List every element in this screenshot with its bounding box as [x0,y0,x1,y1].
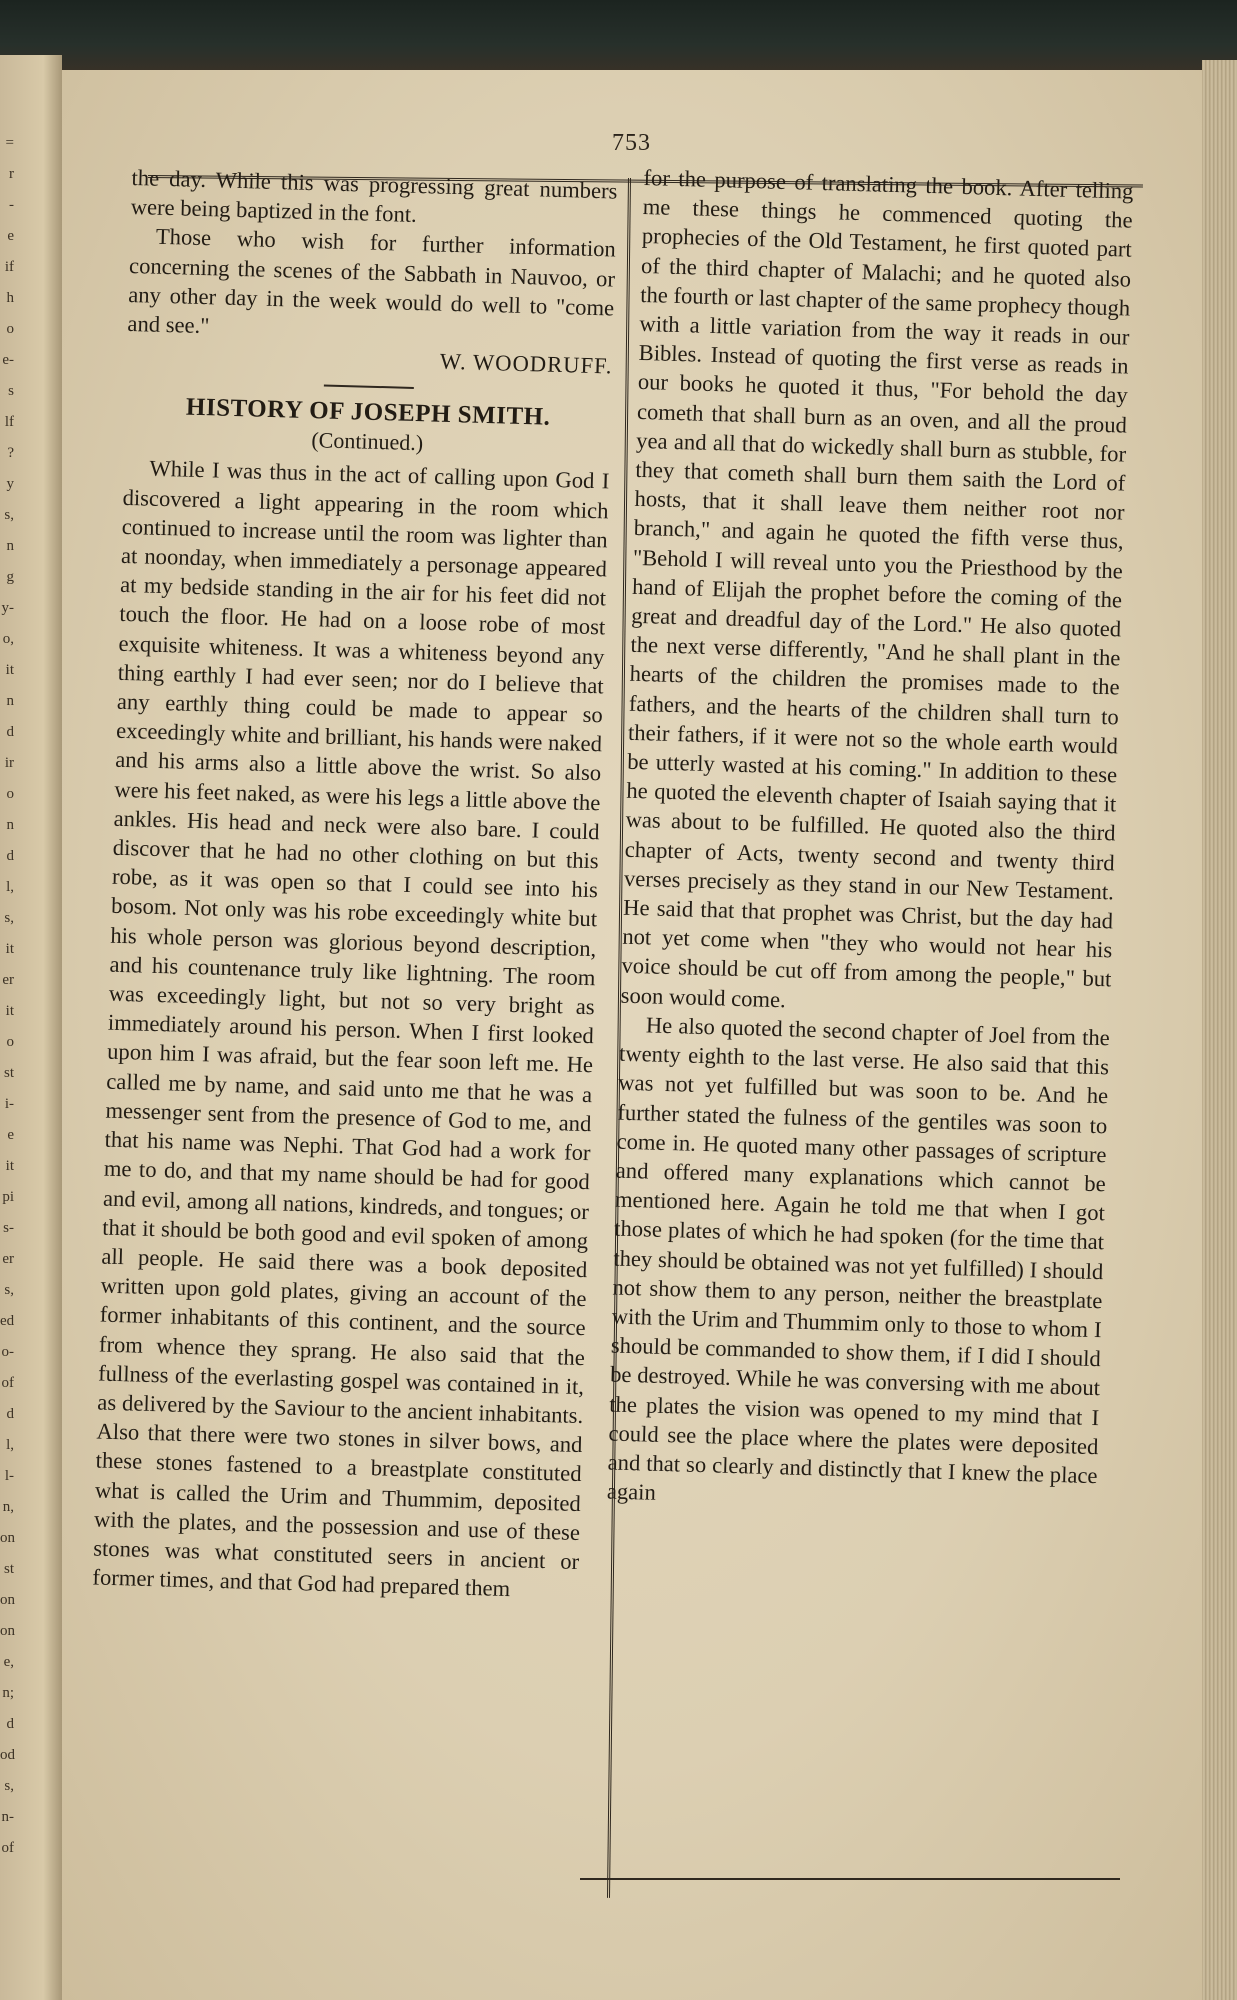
facing-page-fragment: h [6,290,14,306]
facing-page-fragment: o [6,786,14,802]
info-paragraph: Those who wish for further information concerning the scenes of the Sabbath in Nauvoo, or any other day in the week would do well to "come and see." [127,224,617,339]
facing-page-fragment: y [6,476,14,492]
right-paragraph-1: for the purpose of translating the book. After telling me these things he commenced quoting the prophecies of the Old Testament, he first quoted part of the third chapter of Malachi; and he quoted also the fourth or last chapter of the same prophecy though with a little variation from the way it reads in our Bibles. Instead of quoting the first verse as reads in our books he quoted it thus, "For behold the day cometh that shall burn as an oven, and all the proud yea and all that do wickedly shall burn as stubble, for they that cometh shall burn them saith the Lord of hosts, that it shall leave them neither root nor branch," and again he quoted the fifth verse thus, "Behold I will reveal unto you the Priesthood by the hand of Elijah the prophet before the coming of the great and dreadful day of the Lord." He also quoted the next verse differently, "And he shall plant in the hearts of the children the promises made to the fathers, and the hearts of the children shall turn to their fathers, if it were not so the whole earth would be utterly wasted at his coming." In addition to these he quoted the eleventh chapter of Isaiah saying that it was about to be fulfilled. He quoted also the third chapter of Acts, twenty second and twenty third verses precisely as they stand in our New Testament. He said that that prophet was Christ, but the day had not yet come when "they who would not hear his voice should be cut off from among the people," but soon would come. [620,164,1134,1012]
facing-page-fragment: on [0,1530,15,1546]
facing-page-fragment: st [3,1561,14,1577]
facing-page-fragment: ed [0,1313,15,1329]
facing-page-fragment: it [5,941,14,957]
facing-page-fragment: e [7,1127,14,1143]
facing-page-fragment: l, [6,879,14,895]
facing-page-fragment: l- [4,1468,14,1484]
facing-page-fragment: n, [2,1499,14,1515]
facing-page-fragment: d [6,724,14,740]
facing-page-fragment: n; [2,1685,14,1701]
facing-page-fragment: y- [1,600,14,616]
facing-page-fragment: l, [6,1437,14,1453]
facing-page-fragment: on [0,1592,15,1608]
facing-page-fragment: d [6,1716,14,1732]
facing-page-fragment: st [3,1065,14,1081]
facing-page-fragment: pi [2,1189,14,1205]
facing-page-fragment: e, [3,1654,14,1670]
facing-page-fragment: s, [4,1282,14,1298]
page-block-edge [1202,60,1237,2000]
facing-page-fragment: s- [3,1220,14,1236]
facing-page-fragment: d [6,848,14,864]
article-body-paragraph: While I was thus in the act of calling upon God I discovered a light appearing in the room which continued to increase until the room was lighter than at noonday, when immediately a personage appeared at my bedside standing in the air for his feet did not touch the floor. He had on a loose robe of most exquisite whiteness. It was a whiteness beyond any thing earthly I had ever seen; nor do I believe that any earthly thing could be made to appear so exceedingly white and brilliant, his hands were naked and his arms also a little above the wrist. So also were his feet naked, as were his legs a little above the ankles. His head and neck were also bare. I could discover that he had no other clothing on but this robe, as it was open so that I could see into his bosom. Not only was his robe exceedingly white but his whole person was glorious beyond description, and his countenance truly like lightning. The room was exceedingly light, but not so very bright as immediately around his person. When I first looked upon him I was afraid, but the fear soon left me. He called me by name, and said unto me that he was a messenger sent from the presence of God to me, and that his name was Nephi. That God had a work for me to do, and that my name should be had for good and evil, among all nations, kindreds, and tongues; or that it should be both good and evil spoken of among all people. He said there was a book deposited written upon gold plates, giving an account of the former inhabitants of this continent, and the source from whence they sprang. He also said that the fullness of the everlasting gospel was contained in it, as delivered by the Saviour to the ancient inhabitants. Also that there were two stones in silver bows, and these stones fastened to a breastplate constituted what is called the Urim and Thummim, deposited with the plates, and the possession and use of these stones was what constituted seers in ancient or former times, and that God had prepared them [92,456,610,1602]
footer-rule [580,1878,1120,1880]
book-binding [0,0,1237,75]
facing-page-fragment: er [2,1251,14,1267]
facing-page-fragment: lf [4,414,14,430]
facing-page-fragment: er [2,972,14,988]
author-signature: W. WOODRUFF. [439,348,613,379]
facing-page-fragment: on [0,1623,15,1639]
facing-page-fragment: e- [2,352,14,368]
facing-page-fragment: n [6,693,14,709]
facing-page-fragment: n- [1,1809,14,1825]
facing-page-fragment: of [1,1375,14,1391]
facing-page-fragment: ? [7,445,14,461]
facing-page-fragment: if [4,259,14,275]
facing-page-fragment: of [1,1840,14,1856]
facing-page-fragment: it [5,662,14,678]
facing-page-fragment: o [6,321,14,337]
article-subtitle: (Continued.) [311,427,424,456]
facing-page-fragment: o- [1,1344,14,1360]
continuation-paragraph: the day. While this was progressing great numbers were being baptized in the font. [130,164,618,228]
facing-page-fragment: ir [4,755,14,771]
facing-page-fragment: it [5,1003,14,1019]
facing-page-fragment: it [5,1158,14,1174]
facing-page-fragment: r [9,166,14,182]
facing-page-fragment: o [6,1034,14,1050]
facing-page-fragment: d [6,1406,14,1422]
article-title: HISTORY OF JOSEPH SMITH. [185,394,551,432]
left-column [92,163,618,1605]
facing-page-fragment: o, [2,631,14,647]
facing-page-fragment: n [6,817,14,833]
facing-page-fragment: od [0,1747,15,1763]
facing-page-fragment: g [6,569,14,585]
facing-page-fragment: - [9,197,14,213]
facing-page-edge [0,55,62,2000]
facing-page-fragment: e [7,228,14,244]
facing-page-fragment: s, [4,507,14,523]
right-paragraph-2: He also quoted the second chapter of Joel from the twenty eighth to the last verse. He also said that this was not yet fulfilled but was soon to be. And he further stated the fulness of the gentiles was soon to come in. He quoted many other passages of scripture and offered many explanations which cannot be mentioned here. Again he told me that when I got those plates of which he had spoken (for the time that they should be obtained was not yet fulfilled) I should not show them to any person, neither the breastplate with the Urim and Thummim only to those to whom I should be commanded to show them, if I did I should be destroyed. While he was conversing with me about the plates the vision was opened to my mind that I could see the place where the plates were deposited and that so clearly and distinctly that I knew the place again [606,1012,1111,1505]
facing-page-fragment: s, [4,1778,14,1794]
facing-page-fragment: s [8,383,14,399]
section-separator [324,385,414,390]
facing-page-fragment: n [6,538,14,554]
facing-page-fragment: = [5,135,14,151]
right-column [606,163,1133,1520]
facing-page-fragment: s, [4,910,14,926]
page-number: 753 [612,130,651,156]
facing-page-fragment: i- [4,1096,14,1112]
